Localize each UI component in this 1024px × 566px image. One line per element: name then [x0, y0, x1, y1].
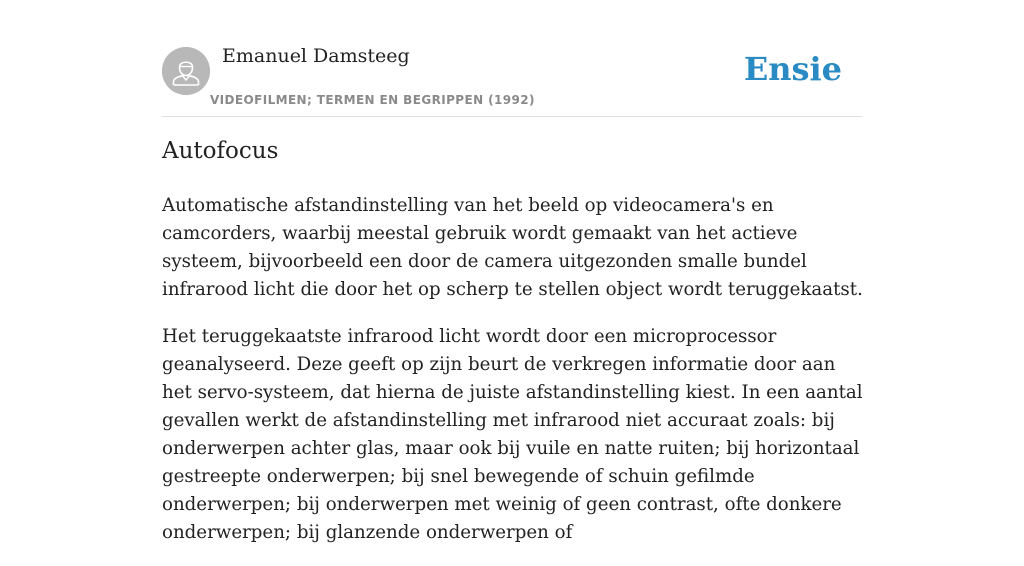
paragraph: Het teruggekaatste infrarood licht wordt door een microprocessor geanalyseerd. Deze geeft op zijn beurt de verkregen informatie door aan het servo-systeem, dat hierna de juiste afstandinstelling kiest. In een aantal gevallen werkt de afstandinstelling met infrarood niet accuraat zoals: bij onderwerpen achter glas, maar ook bij vuile en natte ruiten; bij horizontaal gestreepte onderwerpen; bij snel bewegende of schuin gefilmde onderwerpen; bij onderwerpen met weinig of geen contrast, ofte donkere onderwerpen; bij glanzende onderwerpen of: [162, 326, 863, 543]
entry-body: [162, 192, 866, 566]
paragraph: Automatische afstandinstelling van het beeld op videocamera's en camcorders, waarbij meestal gebruik wordt gemaakt van het actieve systeem, bijvoorbeeld een door de camera uitgezonden smalle bundel infrarood licht die door het op scherp te stellen object wordt teruggekaatst.: [162, 195, 863, 300]
ensie-logo[interactable]: Ensie: [743, 50, 842, 88]
entry-title: Autofocus: [162, 138, 279, 164]
source-title[interactable]: VIDEOFILMEN; TERMEN EN BEGRIPPEN (1992): [210, 93, 535, 107]
author-name[interactable]: Emanuel Damsteeg: [222, 45, 410, 67]
entry-header: [162, 0, 862, 117]
user-placeholder-icon[interactable]: [162, 47, 210, 95]
